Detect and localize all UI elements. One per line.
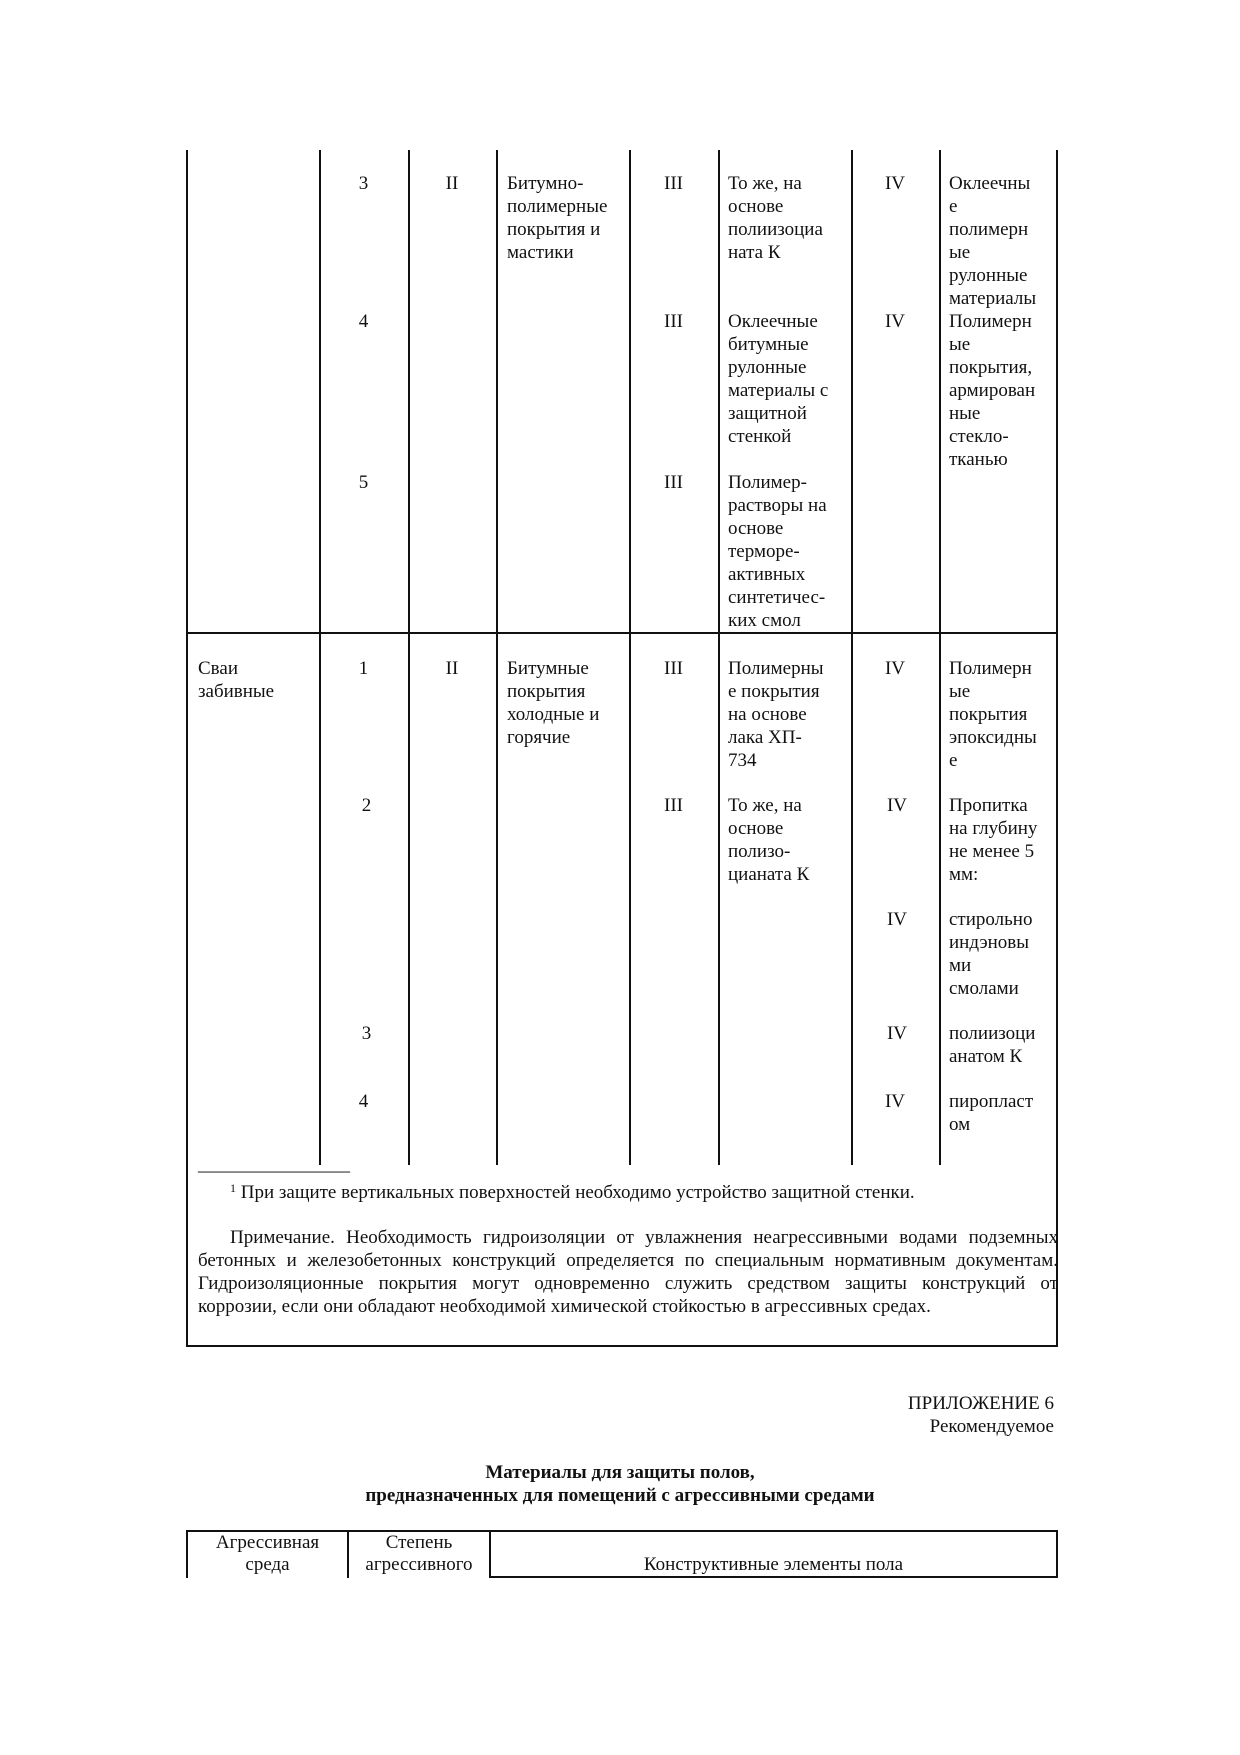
table-cell-degree: IV [886,909,908,930]
table-cell-degree: III [664,795,683,816]
footnote [230,1181,915,1204]
table-cell-number: 3 [358,173,369,194]
table-cell-material: То же, на основе полиизоциа ната К [728,173,823,263]
table-cell-number: 4 [358,1091,369,1112]
table-cell-material: То же, на основе полизо- цианата К [728,795,810,885]
table-cell-degree: III [664,173,683,194]
footnote-rule: ________________ [198,1154,350,1175]
table2-border-right [1056,1530,1058,1578]
table-cell-material: Оклеечные битумные рулонные материалы с защитной стенкой [728,311,829,447]
table-row-separator [186,632,1058,634]
table-cell-material: Оклеечны е полимерн ые рулонные материалы [949,173,1037,309]
appendix-label: ПРИЛОЖЕНИЕ 6 [907,1393,1054,1414]
table-cell-degree: IV [886,795,908,816]
table-cell-degree: III [664,311,683,332]
table-cell-number: 1 [358,658,369,679]
appendix-title-line2: предназначенных для помещений с агрессивными средами [365,1485,875,1506]
table-col-line [939,150,941,1165]
appendix-status: Рекомендуемое [929,1416,1054,1437]
table-cell-material: пиропласт ом [949,1091,1034,1135]
table-cell-degree: II [445,173,459,194]
table2-header-aggressive-medium: Агрессивная среда [215,1532,320,1575]
table-cell-degree: IV [886,1023,908,1044]
table-cell-number: 5 [358,472,369,493]
table-cell-material: Полимер- растворы на основе терморе- активных синтетичес- ких смол [728,472,827,631]
table-cell-material: Полимерны е покрытия на основе лака ХП- 734 [728,658,824,771]
table2-header-floor-elements: Конструктивные элементы пола [643,1554,904,1575]
footnote-text: При защите вертикальных поверхностей необходимо устройство защитной стенки. [240,1182,915,1203]
table-cell-number: 3 [361,1023,372,1044]
table-cell-degree: IV [884,1091,906,1112]
table-col-line [718,150,720,1165]
table-cell-material: Битумные покрытия холодные и горячие [507,658,600,748]
table-cell-degree: III [664,658,683,679]
appendix-title-line1: Материалы для защиты полов, [485,1462,755,1483]
table-cell-structure: Сваи забивные [198,658,275,702]
table-cell-material: Полимерн ые покрытия эпоксидны е [949,658,1037,771]
table2-header-bottom [489,1576,1058,1578]
table-note: Примечание. Необходимость гидроизоляции от увлажнения неагрессивными водами подземных бетонных и железобетонных конструкций определяется по специальным нормативным документам. Гидроизоляционные покрытия могут одновременно служить средством защиты конструкций от коррозии, если они обладают необходимой химической стойкостью в агрессивных средах. [198,1227,1058,1317]
table-cell-degree: IV [884,173,906,194]
table-cell-material: Битумно- полимерные покрытия и мастики [507,173,608,263]
table-cell-degree: IV [884,311,906,332]
table-cell-number: 2 [361,795,372,816]
table-cell-material: стирольно индэновы ми смолами [949,909,1033,999]
table2-header-degree: Степень агрессивного [365,1532,473,1575]
table-cell-degree: III [664,472,683,493]
table-col-line [496,150,498,1165]
table-cell-material: Полимерн ые покрытия, армирован ные стекло- тканью [949,311,1036,470]
table-border-bottom [186,1345,1058,1347]
table-cell-material: Пропитка на глубину не менее 5 мм: [949,795,1038,885]
table-cell-number: 4 [358,311,369,332]
footnote-mark: 1 [230,1181,236,1195]
table-cell-degree: II [445,658,459,679]
table-cell-degree: IV [884,658,906,679]
table-border-right [1056,150,1058,1345]
table-border-left [186,150,188,1345]
table-cell-material: полиизоци анатом К [949,1023,1036,1067]
